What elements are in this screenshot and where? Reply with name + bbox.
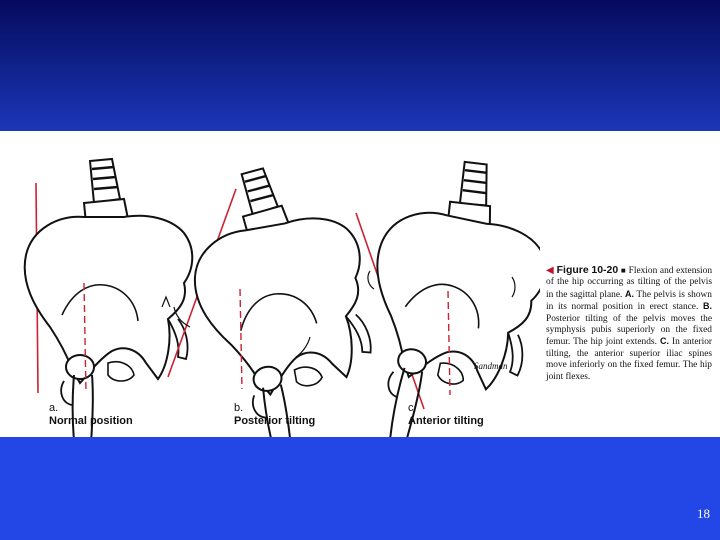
panel-c-drawing — [339, 146, 540, 437]
caption-text-b: Posterior tilting of the pelvis moves the symphysis pubis superiorly on the fixed femur. The hip joint extends. — [546, 313, 712, 348]
caption-label-c: C. — [659, 336, 669, 347]
footer-band — [0, 437, 720, 540]
square-bullet-icon: ■ — [620, 266, 626, 275]
caption-arrow-icon: ◀ — [546, 265, 554, 276]
caption-text-c: In anterior tilting, the anterior superior iliac spines move inferiorly on the fixed femur. The hip joint flexes. — [546, 337, 713, 382]
caption-text-a: The pelvis is shown in its normal position in erect stance. — [546, 289, 712, 313]
panel-b-drawing — [168, 154, 394, 437]
pelvis-tilting-illustration — [0, 131, 540, 437]
figure-number: 10-20 — [591, 264, 619, 276]
figure-label: Figure — [556, 264, 589, 276]
header-band — [0, 0, 720, 131]
figure-caption — [546, 265, 712, 383]
panel-a-letter: a. — [49, 402, 59, 414]
panel-b-letter: b. — [234, 402, 244, 414]
page-number: 18 — [697, 506, 710, 521]
panel-a-title: Normal position — [49, 415, 133, 427]
panel-b-title: Posterior tilting — [234, 415, 316, 427]
caption-intro: Flexion and extension of the hip occurring as tilting of the pelvis in the sagittal plane. — [546, 266, 713, 300]
caption-label-a: A. — [624, 288, 634, 299]
panel-c-title: Anterior tilting — [408, 415, 484, 427]
caption-label-b: B. — [703, 301, 712, 312]
panel-a-drawing — [25, 159, 193, 437]
panel-c-letter: c. — [408, 402, 417, 414]
figure-panel — [0, 131, 720, 437]
artist-signature: Sandman — [474, 361, 508, 371]
